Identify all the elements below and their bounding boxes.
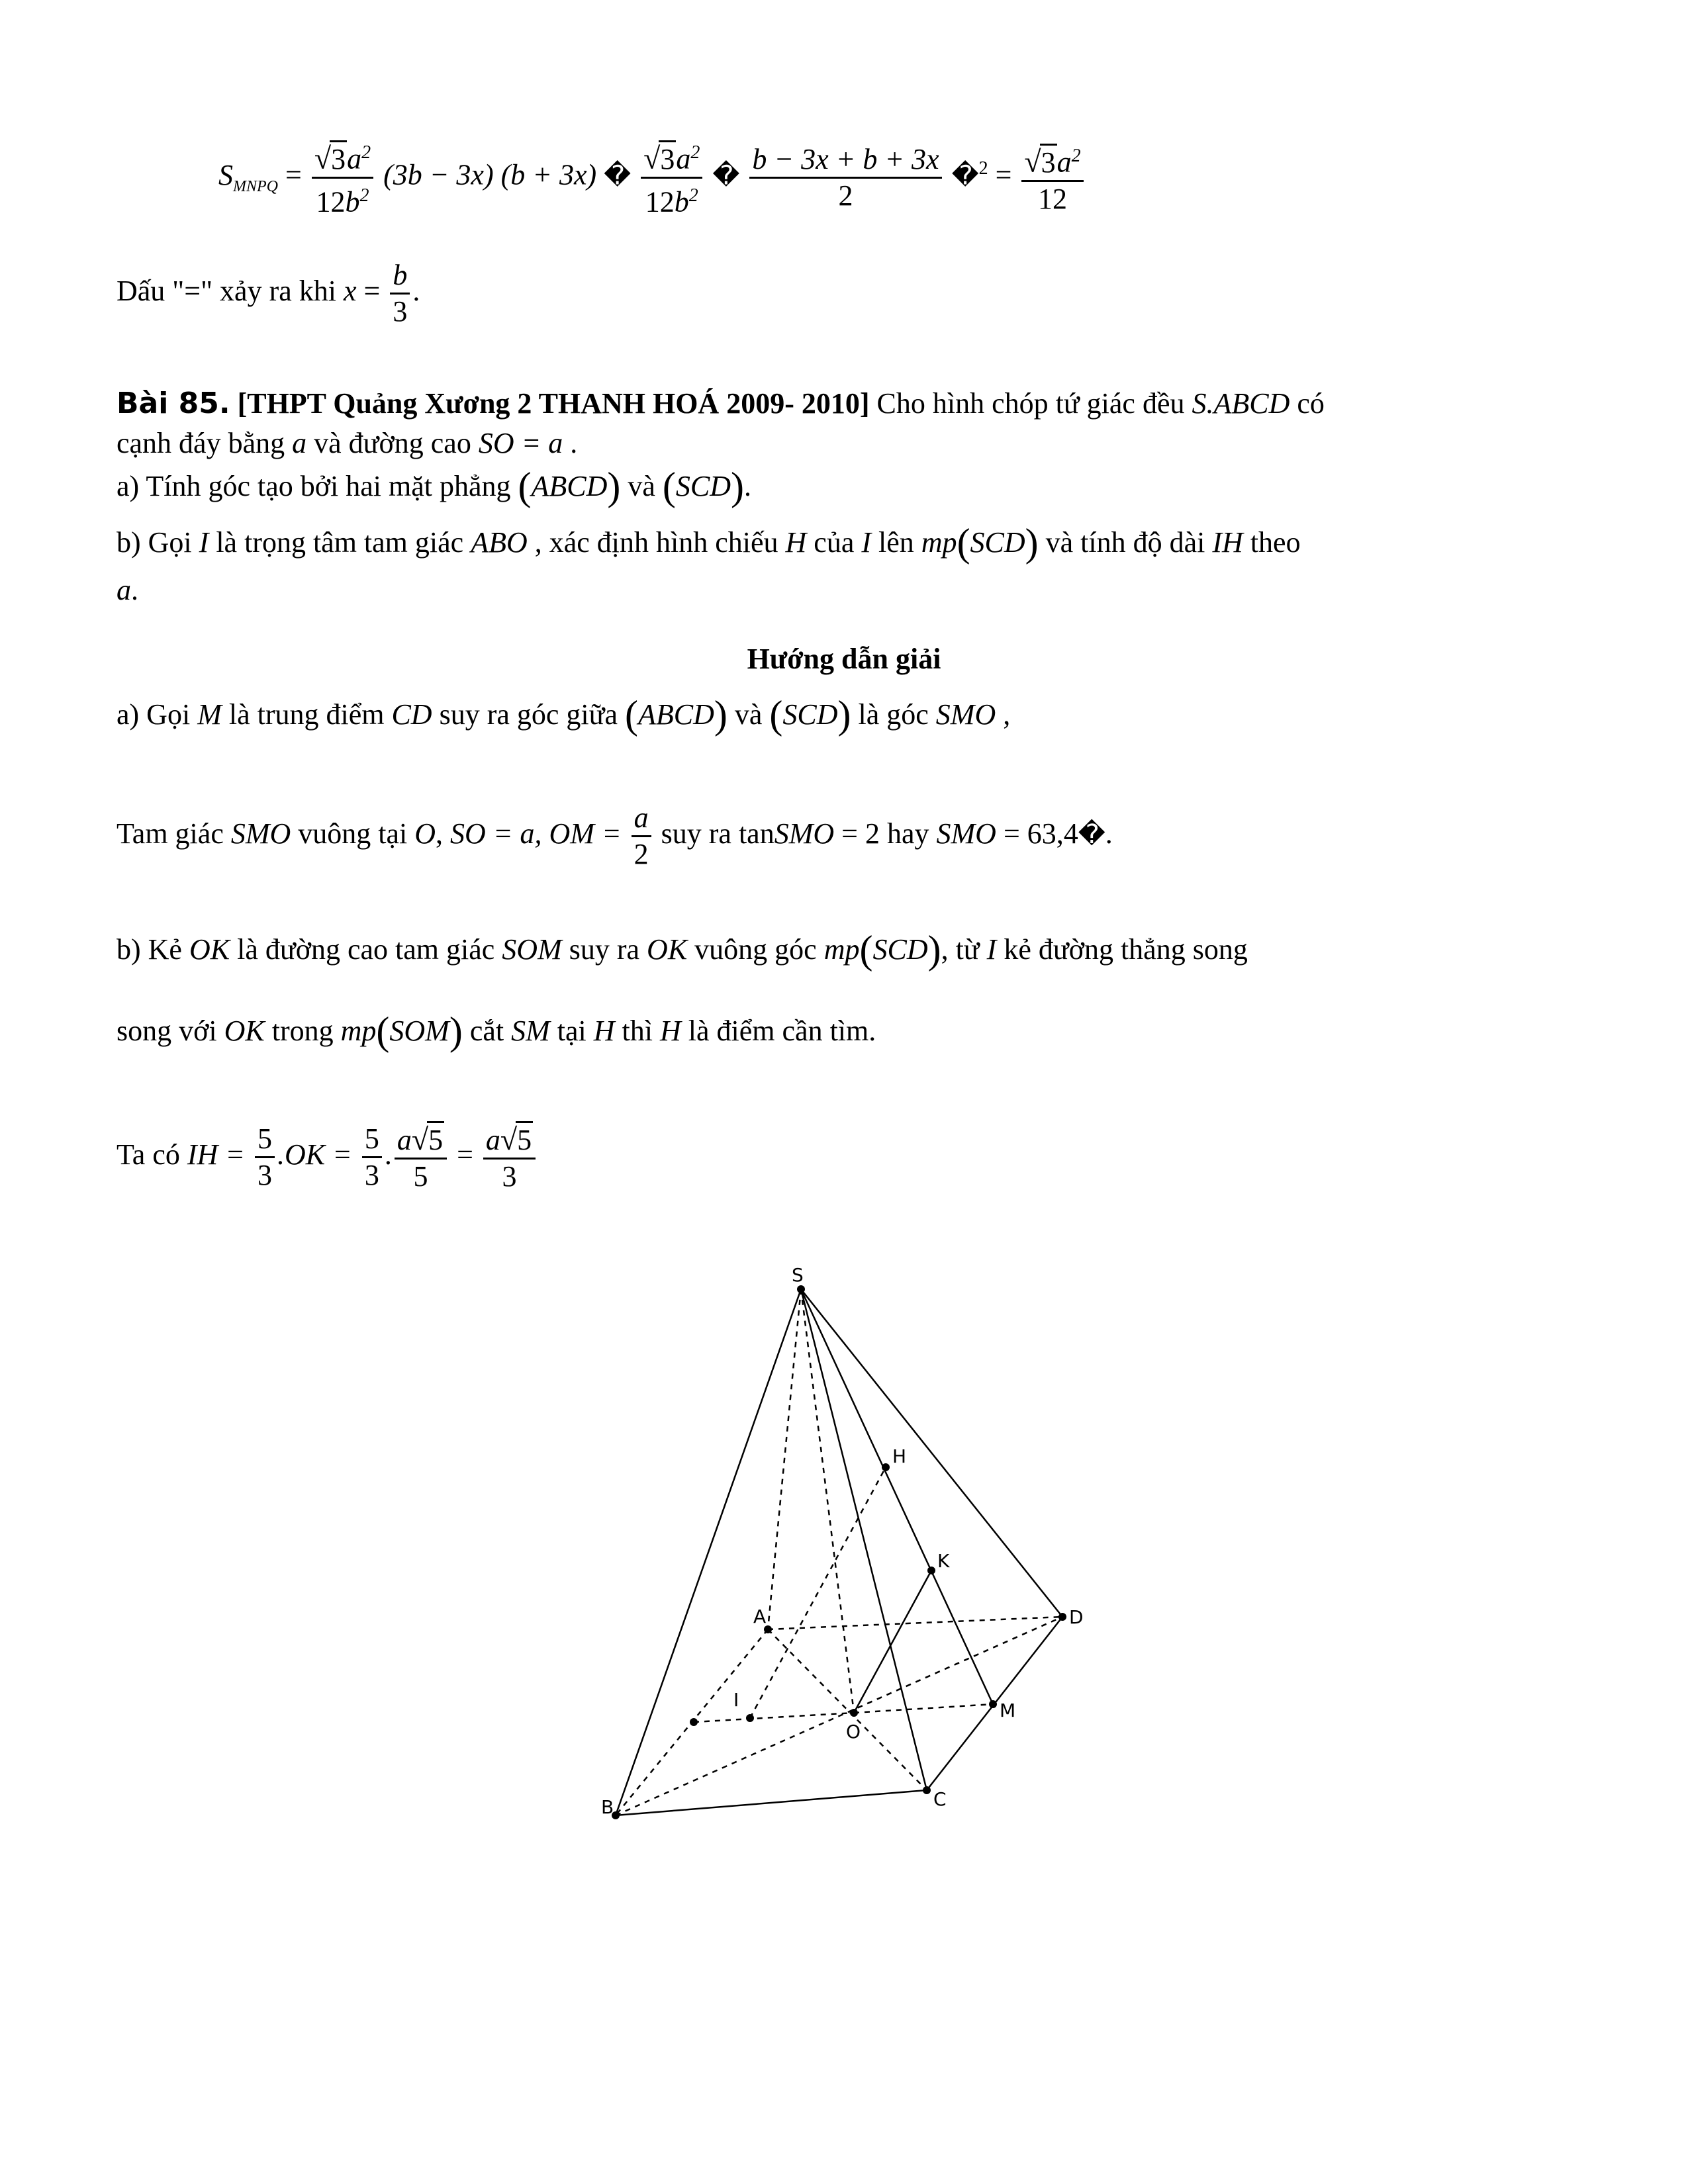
fraction-3: $\frac{b - 3x + b + 3x}{2}$ <box>749 142 941 213</box>
problem-label: Bài 85. <box>117 387 230 420</box>
point-mid-BO <box>690 1718 698 1726</box>
point-D <box>1058 1613 1066 1621</box>
formula-lhs: $S_{MNPQ}$ <box>218 158 278 195</box>
segment-OK <box>854 1570 931 1713</box>
solution-a: a) Gọi M là trung điểm CD suy ra góc giữa (ABCD) và (SCD) là góc SMO , <box>117 693 1011 737</box>
point-H <box>882 1463 890 1471</box>
solution-triangle: Tam giác SMO vuông tại O, SO = a, OM = $\frac{a}{2}$ suy ra tanSMO = 2 hay SMO = 63,4�. <box>117 801 1113 871</box>
edge-SA <box>768 1289 801 1629</box>
point-C <box>923 1786 931 1794</box>
edge-AD <box>768 1617 1062 1629</box>
label-S: S <box>792 1264 804 1286</box>
problem-source: [THPT Quảng Xương 2 THANH HOÁ 2009- 2010] <box>237 387 870 420</box>
label-A: A <box>753 1606 767 1627</box>
label-I: I <box>733 1689 739 1711</box>
question-a: a) Tính góc tạo bởi hai mặt phẳng (ABCD) và (SCD). <box>117 465 752 508</box>
label-B: B <box>601 1796 614 1818</box>
fraction-2: $\frac{√3a^2}{12b^2}$ <box>641 136 702 219</box>
problem-line-2: cạnh đáy bằng a và đường cao SO = a . <box>117 427 578 459</box>
label-C: C <box>933 1788 947 1810</box>
diag-BD <box>616 1617 1062 1815</box>
segment-OM <box>854 1704 993 1713</box>
height-SO <box>801 1289 854 1713</box>
edge-SB <box>616 1289 801 1815</box>
label-M: M <box>1000 1700 1016 1721</box>
segment-IH <box>750 1467 886 1718</box>
edge-SC <box>801 1289 927 1790</box>
point-M <box>989 1700 997 1708</box>
solution-b: b) Kẻ OK là đường cao tam giác SOM suy ra OK vuông góc mp(SCD), từ I kẻ đường thẳng song <box>117 928 1248 972</box>
edge-BC <box>616 1790 927 1815</box>
solution-b-cont: song với OK trong mp(SOM) cắt SM tại H thì H là điểm cần tìm. <box>117 1009 876 1053</box>
solution-heading: Hướng dẫn giải <box>747 643 941 675</box>
point-K <box>927 1567 935 1574</box>
question-b: b) Gọi I là trọng tâm tam giác ABO , xác định hình chiếu H của I lên mp(SCD) và tính độ dài IH theo <box>117 521 1301 565</box>
label-K: K <box>937 1550 950 1572</box>
problem-line-1: Bài 85. [THPT Quảng Xương 2 THANH HOÁ 2009- 2010] Cho hình chóp tứ giác đều S.ABCD có <box>117 387 1325 420</box>
fraction-1: $\frac{√3a^2}{12b^2}$ <box>312 136 373 219</box>
solution-ih: Ta có IH = $\frac{5}{3}$ .OK = $\frac{5}{3}$ . $\frac{a√5}{5}$ = $\frac{a√5}{3}$ <box>117 1112 538 1198</box>
edge-SM <box>801 1289 993 1704</box>
fraction-4: $\frac{√3a^2}{12}$ <box>1021 139 1083 216</box>
diag-AC <box>768 1629 927 1790</box>
formula-top: $S_{MNPQ}$ = $\frac{√3a^2}{12b^2}$ (3b − 3x) (b + 3x) � $\frac{√3a^2}{12b^2}$ � $\frac{b - 3x + b + 3x}{2}$ �$^2$ = $\frac{√3a^2}{12}$ <box>218 119 1086 218</box>
question-b-cont: a. <box>117 574 138 606</box>
point-O <box>850 1709 858 1717</box>
point-S <box>797 1285 805 1293</box>
equality-note: Dấu "=" xảy ra khi x = $\frac{b}{3}$ . <box>117 259 420 328</box>
label-O: O <box>846 1721 861 1743</box>
label-H: H <box>892 1445 907 1467</box>
point-I <box>746 1714 754 1722</box>
label-D: D <box>1069 1606 1084 1628</box>
